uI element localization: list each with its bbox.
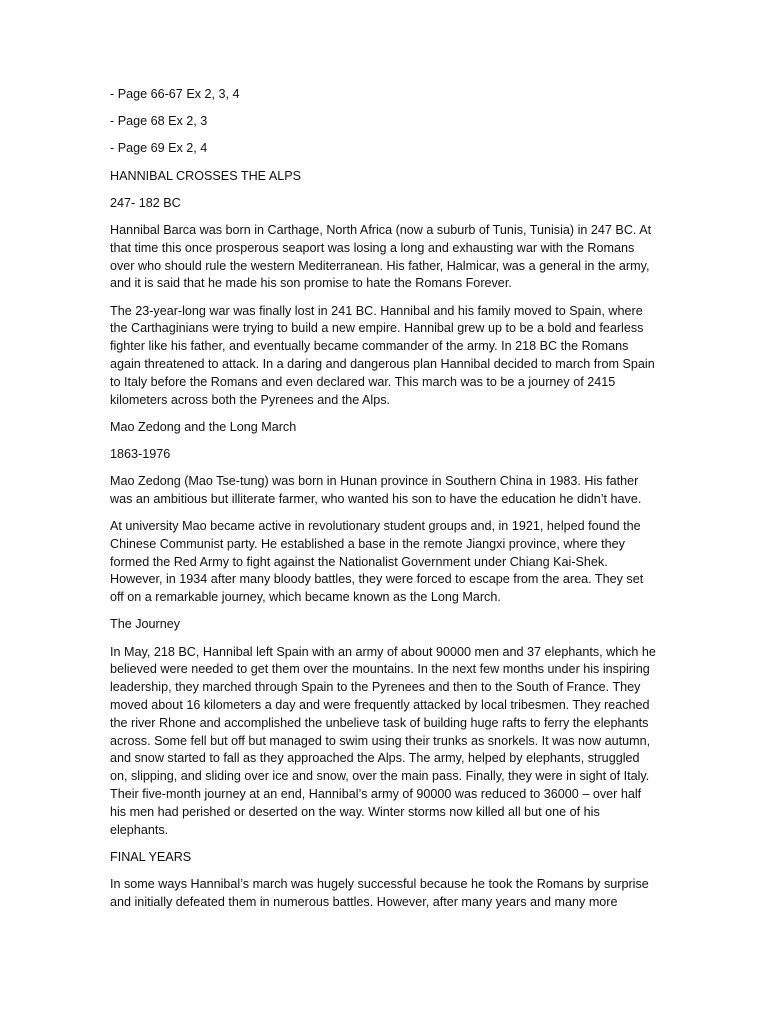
task-item: - Page 66-67 Ex 2, 3, 4	[110, 87, 240, 101]
hannibal-paragraph-2: The 23-year-long war was finally lost in 241 BC. Hannibal and his family moved to Spain, where the Carthaginians were trying to build a new empire. Hannibal grew up to be a bold and fearless fighter like his father, and eventually became commander of the army. In 218 BC the Romans again threatened to attack. In a daring and dangerous plan Hannibal decided to march from Spain to Italy before the Romans and even declared war. This march was to be a journey of 2415 kilometers across both the Pyrenees and the Alps.	[110, 303, 655, 407]
mao-years: 1863-1976	[110, 446, 171, 461]
section-heading-mao: Mao Zedong and the Long March	[110, 419, 297, 434]
journey-paragraph-1: In May, 218 BC, Hannibal left Spain with an army of about 90000 men and 37 elephants, which he believed were needed to get them over the mountains. In the next few months under his inspiring leadership, they marched through Spain to the Pyrenees and then to the South of France. They moved about 16 kilometers a day and were frequently attacked by local tribesmen. They reached the river Rhone and accomplished the unbelieve task of building huge rafts to ferry the elephants across. Some fell but off but managed to swim using their trunks as snorkels. It was now autumn, and snow started to fall as they approached the Alps. The army, helped by elephants, struggled on, slipping, and sliding over ice and snow, over the main pass. Finally, they were in sight of Italy. Their five-month journey at an end, Hannibal’s army of 90000 was reduced to 36000 – over half his men had perished or deserted on the way. Winter storms now killed all but one of his elephants.	[110, 644, 656, 837]
task-item: - Page 69 Ex 2, 4	[110, 141, 208, 156]
task-item: - Page 68 Ex 2, 3	[110, 114, 208, 129]
section-heading-journey: The Journey	[110, 617, 181, 632]
hannibal-paragraph-1: Hannibal Barca was born in Carthage, North Africa (now a suburb of Tunis, Tunisia) in 247 BC. At that time this once prosperous seaport was losing a long and exhausting war with the Romans over who should rule the western Mediterranean. His father, Halmicar, was a general in the army, and it is said that he made his son promise to hate the Romans Forever.	[110, 222, 652, 291]
section-heading-hannibal: HANNIBAL CROSSES THE ALPS	[110, 168, 302, 183]
document-page	[110, 86, 658, 921]
hannibal-years: 247- 182 BC	[110, 195, 181, 210]
mao-paragraph-2: At university Mao became active in revolutionary student groups and, in 1921, helped found the Chinese Communist party. He established a base in the remote Jiangxi province, where they formed the Red Army to fight against the Nationalist Government under Chiang Kai-Shek. However, in 1934 after many bloody battles, they were forced to escape from the area. They set off on a remarkable journey, which became known as the Long March.	[110, 519, 644, 605]
section-heading-final-years: FINAL YEARS	[110, 849, 192, 864]
final-years-paragraph-1: In some ways Hannibal’s march was hugely successful because he took the Romans by surprise and initially defeated them in numerous battles. However, after many years and many more	[110, 876, 649, 909]
mao-paragraph-1: Mao Zedong (Mao Tse-tung) was born in Hunan province in Southern China in 1983. His father was an ambitious but illiterate farmer, who wanted his son to have the education he didn’t have.	[110, 474, 642, 506]
